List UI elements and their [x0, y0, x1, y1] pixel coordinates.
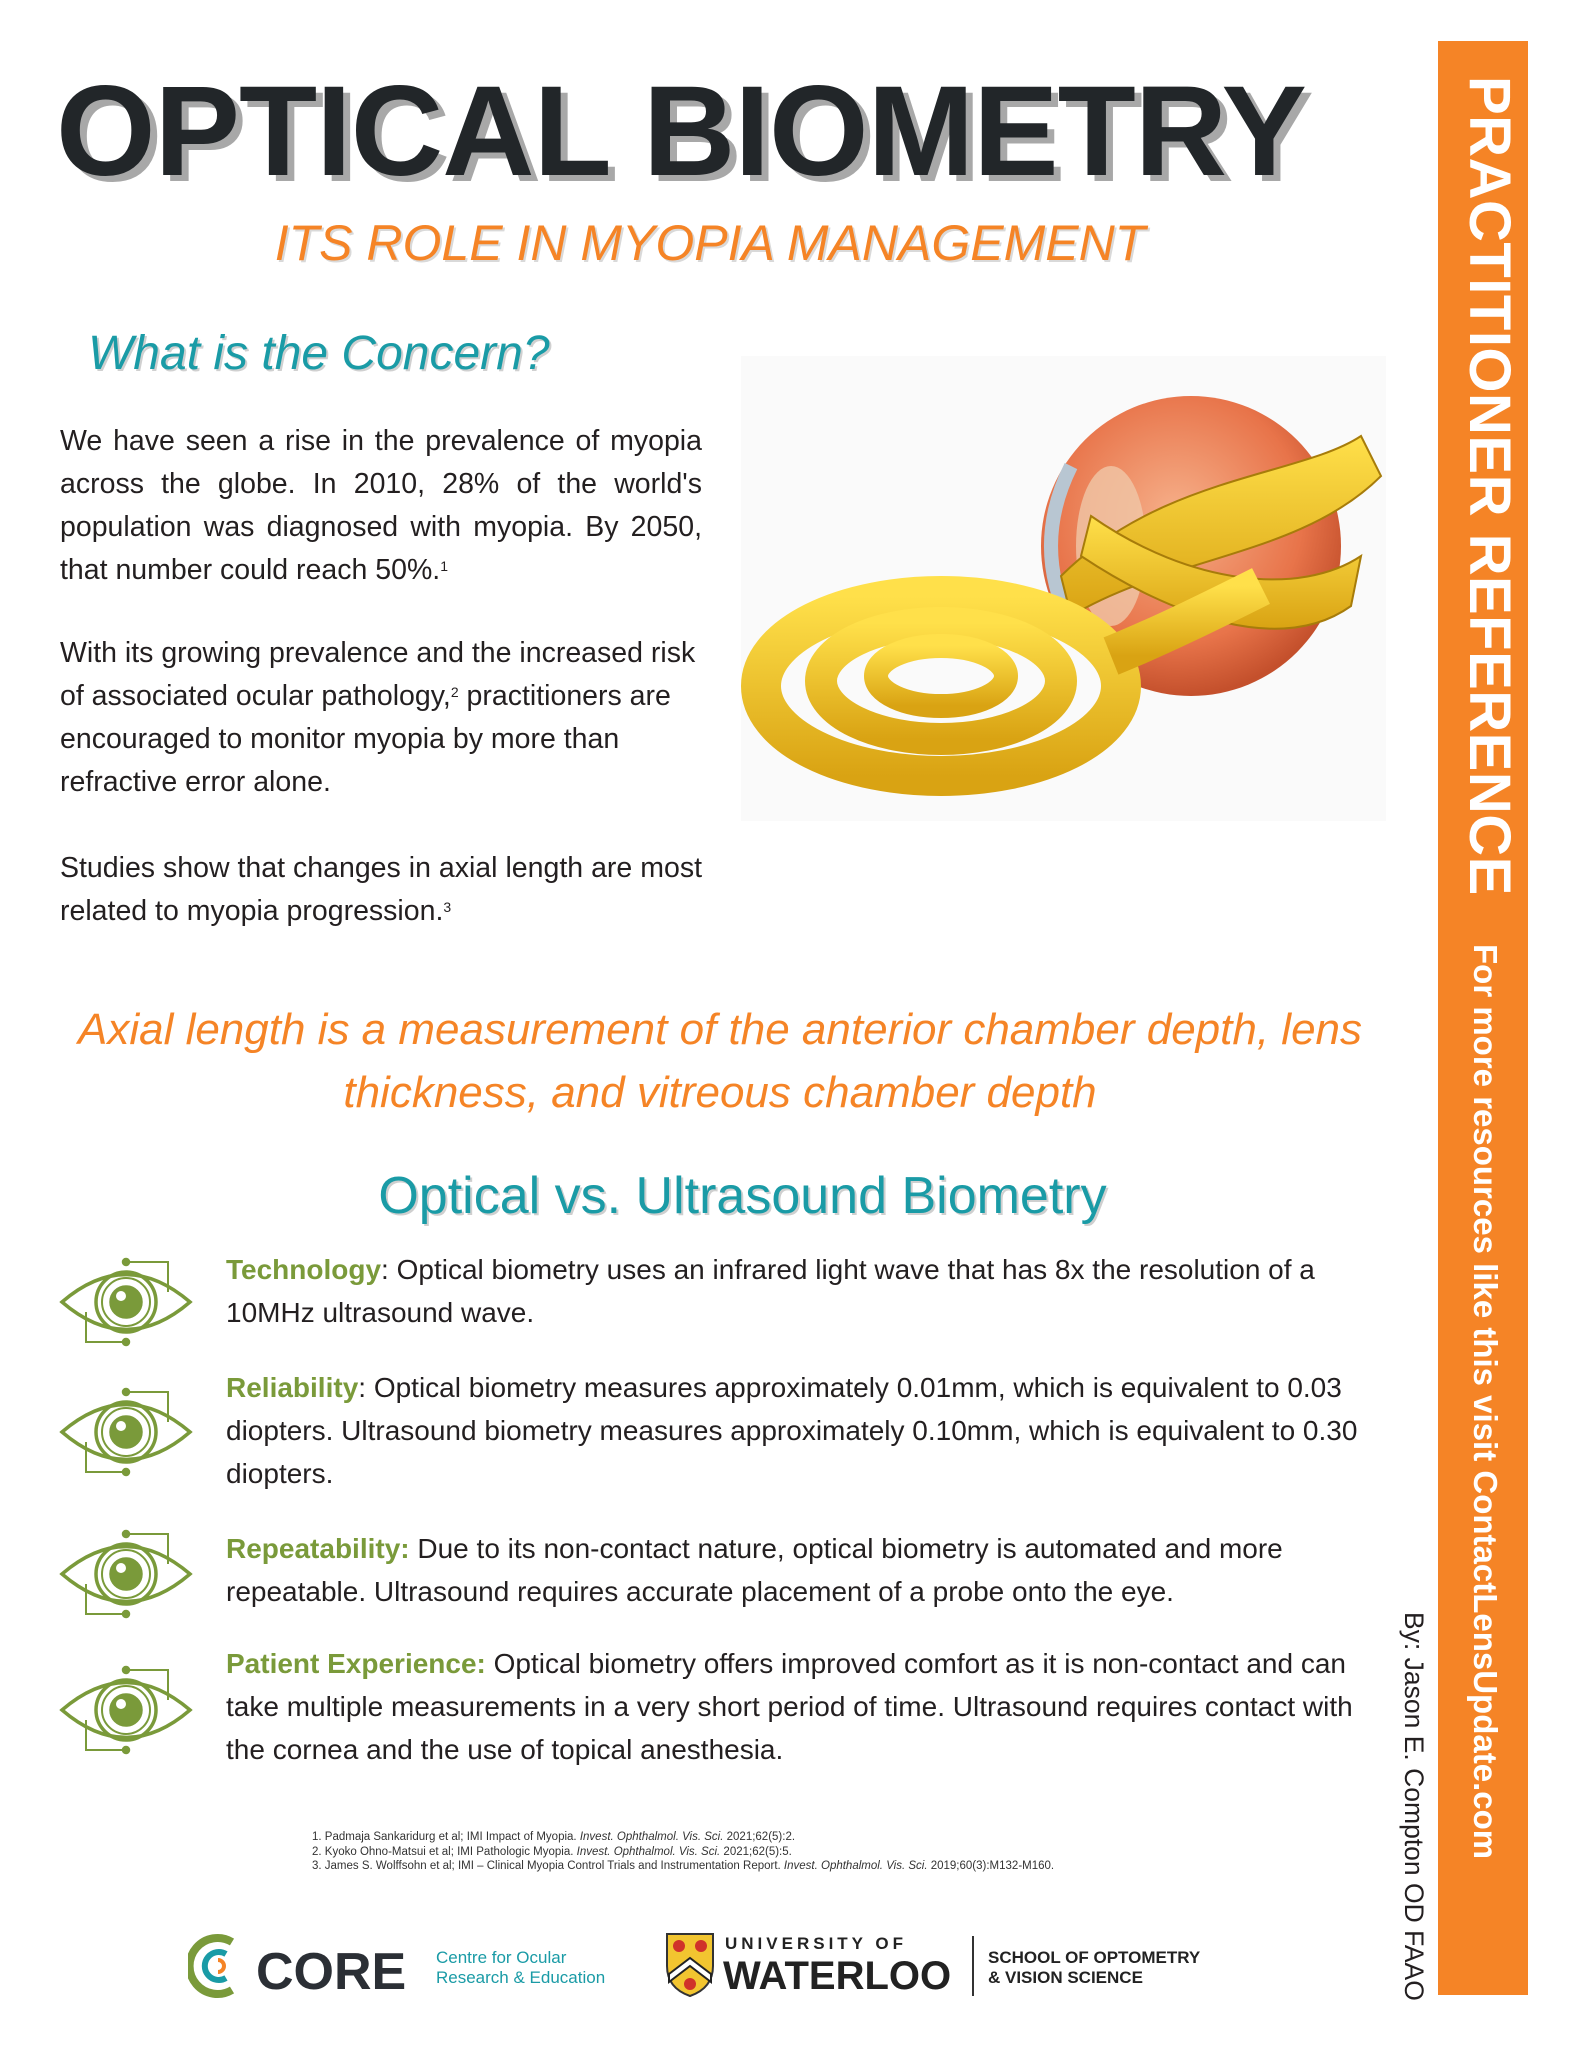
footnote: 1. Padmaja Sankaridurg et al; IMI Impact of Myopia. Invest. Ophthalmol. Vis. Sci. 2021;62(5):2.: [312, 1831, 796, 1843]
page-subtitle: ITS ROLE IN MYOPIA MANAGEMENT: [274, 215, 1146, 271]
item-label: Technology: [226, 1254, 382, 1285]
core-logo-text: CORE: [256, 1943, 407, 2001]
waterloo-text: WATERLOO: [723, 1954, 952, 1998]
resources-link-text[interactable]: For more resources like this visit ContactLensUpdate.com: [1467, 944, 1504, 1860]
item-text: Due to its non-contact nature, optical biometry is automated and more repeatable. Ultrasound requires accurate placement of a probe onto the eye.: [226, 1533, 1283, 1607]
item-text: : Optical biometry measures approximately 0.01mm, which is equivalent to 0.03 diopters. Ultrasound biometry measures approximately 0.10mm, which is equivalent to 0.30 diopters.: [226, 1372, 1358, 1489]
concern-paragraph-3: [60, 847, 702, 933]
footnote: 3. James S. Wolffsohn et al; IMI – Clinical Myopia Control Trials and Instrumentation Report. Invest. Ophthalmol. Vis. Sci. 2019;60(3):M132-M160.: [312, 1860, 1055, 1872]
logo-divider: [972, 1936, 974, 1996]
waterloo-crest-icon: [665, 1932, 715, 1998]
eye-tape-measure-illustration: [741, 356, 1386, 821]
concern-heading: What is the Concern?: [88, 327, 550, 380]
item-label: Repeatability:: [226, 1533, 410, 1564]
item-text: : Optical biometry uses an infrared light wave that has 8x the resolution of a 10MHz ultrasound wave.: [226, 1254, 1315, 1328]
logos-footer: [180, 1930, 1260, 2020]
reference-mark: 2: [450, 684, 459, 700]
eye-icon: [56, 1660, 196, 1760]
concern-paragraph-2: [60, 632, 700, 804]
reference-mark: 3: [443, 899, 452, 915]
reference-mark: 1: [440, 558, 449, 574]
author-credit: By: Jason E. Compton OD FAAO: [1399, 1612, 1429, 2001]
banner-title: PRACTITIONER REFERENCE: [1457, 76, 1522, 896]
comparison-item-patient-experience: [226, 1642, 1361, 1771]
footnotes: [312, 1830, 1054, 1874]
eye-icon: [56, 1382, 196, 1482]
school-name: SCHOOL OF OPTOMETRY & VISION SCIENCE: [988, 1948, 1201, 1987]
comparison-heading: Optical vs. Ultrasound Biometry: [378, 1167, 1107, 1225]
university-of-text: UNIVERSITY OF: [725, 1934, 908, 1953]
paragraph-text: practitioners are encouraged to monitor myopia by more than refractive error alone.: [60, 680, 671, 798]
comparison-item-repeatability: [226, 1527, 1361, 1613]
core-logo-icon: [188, 1932, 244, 2000]
axial-length-callout: Axial length is a measurement of the anterior chamber depth, lens thickness, and vitreous chamber depth: [77, 1005, 1363, 1117]
item-text: Optical biometry offers improved comfort as it is non-contact and can take multiple measurements in a very short period of time. Ultrasound requires contact with the cornea and the use of topical anesthesia.: [226, 1648, 1353, 1765]
footnote: 2. Kyoko Ohno-Matsui et al; IMI Pathologic Myopia. Invest. Ophthalmol. Vis. Sci. 2021;62(5):5.: [312, 1845, 792, 1858]
eye-icon: [56, 1524, 196, 1624]
paragraph-text: Studies show that changes in axial length are most related to myopia progression.: [60, 852, 702, 927]
paragraph-text: We have seen a rise in the prevalence of myopia across the globe. In 2010, 28% of the world's population was diagnosed with myopia. By 2050, that number could reach 50%.: [60, 425, 702, 586]
paragraph-text: With its growing prevalence and the increased risk of associated ocular pathology,: [60, 637, 696, 712]
core-logo-subtitle: Centre for Ocular Research & Education: [436, 1948, 606, 1987]
item-label: Patient Experience:: [226, 1648, 486, 1679]
eye-icon: [56, 1252, 196, 1352]
item-label: Reliability: [226, 1372, 359, 1403]
page-title: OPTICAL BIOMETRY: [56, 60, 1306, 203]
comparison-item-technology: [226, 1248, 1361, 1334]
comparison-item-reliability: [226, 1366, 1361, 1495]
concern-paragraph-1: [60, 420, 702, 592]
